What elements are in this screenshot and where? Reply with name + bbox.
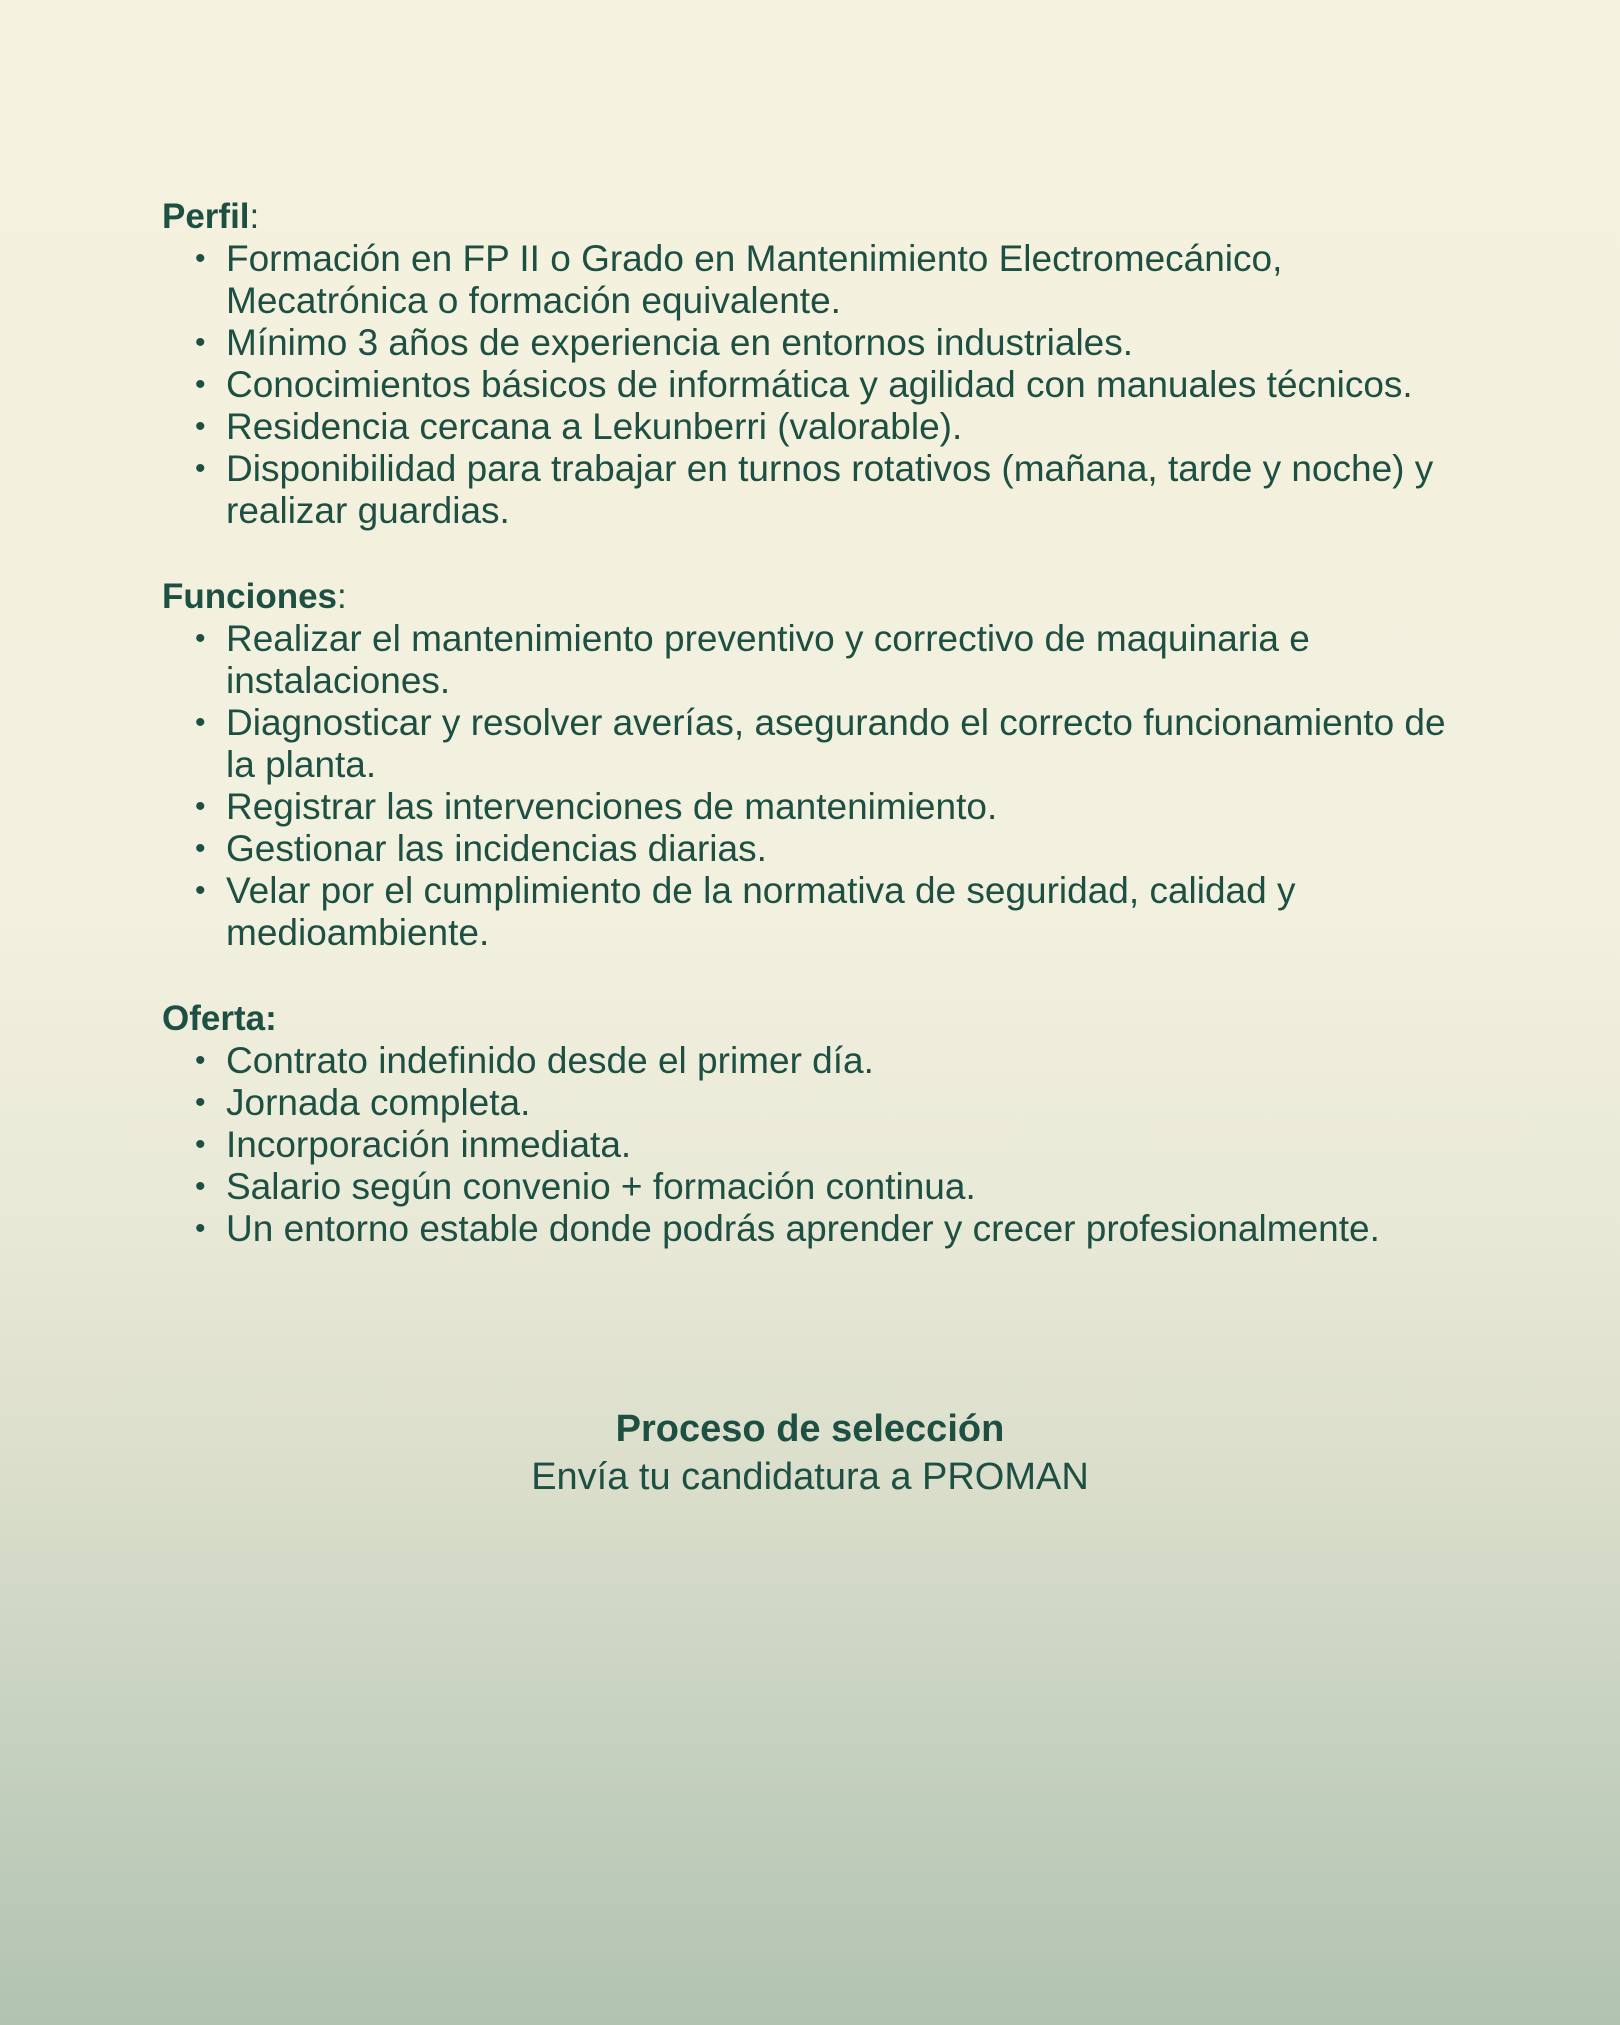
list-item-text: Gestionar las incidencias diarias.	[226, 828, 767, 869]
list-item-text: Residencia cercana a Lekunberri (valorable).	[226, 406, 963, 447]
list-item	[195, 1040, 1472, 1082]
bullet-icon: •	[195, 326, 206, 359]
process-title: Proceso de selección	[615, 1408, 1005, 1450]
funciones-heading-colon: :	[337, 577, 347, 616]
list-item	[195, 448, 1472, 532]
perfil-heading	[162, 196, 1472, 238]
list-item	[195, 618, 1472, 702]
bullet-icon: •	[195, 1170, 206, 1203]
bullet-icon: •	[195, 1212, 206, 1245]
funciones-list	[162, 618, 1472, 954]
list-item-text: Conocimientos básicos de informática y agilidad con manuales técnicos.	[226, 364, 1413, 405]
bullet-icon: •	[195, 874, 206, 907]
list-item-text: Diagnosticar y resolver averías, asegurando el correcto funcionamiento de la planta.	[226, 702, 1446, 785]
bullet-icon: •	[195, 1086, 206, 1119]
list-item-text: Velar por el cumplimiento de la normativa de seguridad, calidad y medioambiente.	[226, 870, 1296, 953]
bullet-icon: •	[195, 242, 206, 275]
process-text: Envía tu candidatura a PROMAN	[531, 1456, 1089, 1498]
list-item	[195, 786, 1472, 828]
list-item-text: Un entorno estable donde podrás aprender y crecer profesionalmente.	[226, 1208, 1380, 1249]
oferta-heading: Oferta:	[162, 999, 277, 1038]
list-item	[195, 1082, 1472, 1124]
perfil-heading-colon: :	[249, 197, 260, 236]
bullet-icon: •	[195, 452, 206, 485]
bullet-icon: •	[195, 1128, 206, 1161]
list-item	[195, 870, 1472, 954]
list-item-text: Salario según convenio + formación continua.	[226, 1166, 976, 1207]
list-item-text: Formación en FP II o Grado en Mantenimiento Electromecánico, Mecatrónica o formación equivalente.	[226, 238, 1283, 321]
bullet-icon: •	[195, 706, 206, 739]
oferta-section	[162, 998, 1472, 1250]
funciones-section	[162, 576, 1472, 954]
perfil-heading-text: Perfil	[162, 197, 250, 236]
list-item	[195, 322, 1472, 364]
bullet-icon: •	[195, 832, 206, 865]
bullet-icon: •	[195, 622, 206, 655]
bullet-icon: •	[195, 1044, 206, 1077]
list-item	[195, 364, 1472, 406]
list-item	[195, 702, 1472, 786]
bullet-icon: •	[195, 410, 206, 443]
bullet-icon: •	[195, 790, 206, 823]
list-item-text: Registrar las intervenciones de mantenimiento.	[226, 786, 998, 827]
selection-process	[0, 1405, 1620, 1501]
list-item-text: Realizar el mantenimiento preventivo y correctivo de maquinaria e instalaciones.	[226, 618, 1310, 701]
perfil-list	[162, 238, 1472, 532]
list-item	[195, 1166, 1472, 1208]
list-item	[195, 1124, 1472, 1166]
list-item	[195, 828, 1472, 870]
funciones-heading-text: Funciones	[162, 577, 338, 616]
list-item-text: Incorporación inmediata.	[226, 1124, 632, 1165]
oferta-list	[162, 1040, 1472, 1250]
funciones-heading	[162, 576, 1472, 618]
list-item-text: Mínimo 3 años de experiencia en entornos industriales.	[226, 322, 1134, 363]
list-item	[195, 238, 1472, 322]
list-item	[195, 1208, 1472, 1250]
list-item-text: Jornada completa.	[226, 1082, 531, 1123]
list-item-text: Contrato indefinido desde el primer día.	[226, 1040, 874, 1081]
perfil-section	[162, 196, 1472, 532]
job-details	[162, 196, 1472, 1294]
list-item-text: Disponibilidad para trabajar en turnos rotativos (mañana, tarde y noche) y realizar guardias.	[226, 448, 1434, 531]
bullet-icon: •	[195, 368, 206, 401]
list-item	[195, 406, 1472, 448]
